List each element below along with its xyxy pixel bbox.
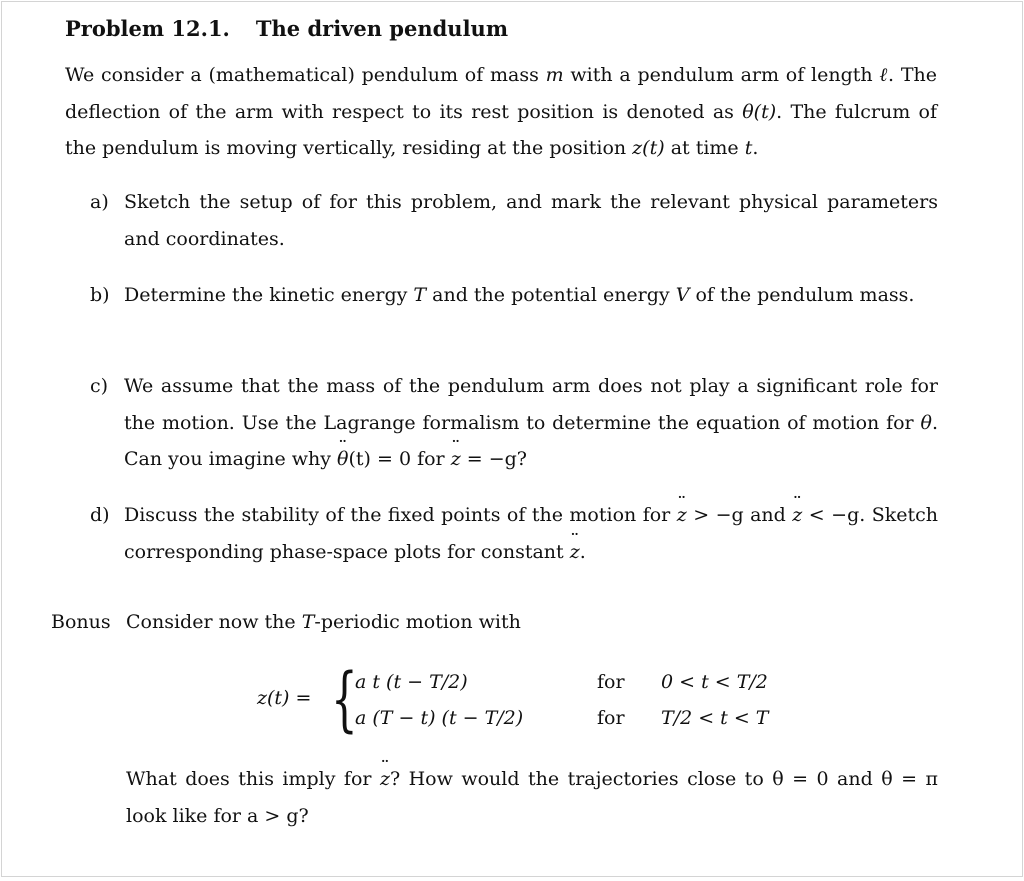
z-double-dot: z ¨	[792, 497, 802, 534]
theta-double-dot: θ ¨	[337, 441, 348, 478]
part-c	[90, 368, 938, 478]
problem-title: The driven pendulum	[255, 16, 509, 41]
intro-text: . The deflection of the arm with respect to its rest position is denoted as	[65, 64, 937, 123]
part-d-label: d)	[90, 504, 110, 526]
problem-heading	[65, 16, 508, 41]
part-a-text: Sketch the setup of for this problem, and mark the relevant physical parameters and coordinates.	[124, 191, 938, 250]
intro-text: at time	[664, 137, 745, 159]
part-d-text: Discuss the stability of the fixed points of the motion for z ¨ > −g and z ¨ < −g. Sketch corresponding phase-space plots for constant z ¨.	[124, 497, 938, 570]
z-double-dot: z ¨	[570, 534, 580, 571]
case-1-expression: a t (t − T/2)	[355, 671, 468, 693]
intro-text: .	[752, 137, 759, 159]
bonus	[51, 604, 941, 640]
part-c-text: We assume that the mass of the pendulum arm does not play a significant role for the motion. Use the Lagrange formalism to determine the equation of motion for θ. Can you imagine why θ ¨(t) = 0 for z ¨ = −g?	[124, 368, 938, 478]
mass-symbol: m	[545, 64, 564, 86]
intro-text: with a pendulum arm of length	[563, 64, 880, 86]
kinetic-energy-symbol: T	[413, 284, 427, 306]
problem-intro	[65, 57, 937, 167]
z-double-dot: z ¨	[677, 497, 687, 534]
z-double-dot: z ¨	[451, 441, 461, 478]
case-2-expression: a (T − t) (t − T/2)	[355, 707, 524, 729]
case-2-for: for	[597, 707, 625, 729]
bonus-text: Consider now the T-periodic motion with	[126, 611, 521, 633]
length-symbol: ℓ	[879, 64, 889, 86]
time-symbol: t	[744, 137, 753, 159]
intro-text: We consider a (mathematical) pendulum of mass	[65, 64, 546, 86]
z-of-t: z(t)	[632, 137, 665, 159]
part-a	[90, 184, 938, 257]
part-b-text: Determine the kinetic energy T and the potential energy V of the pendulum mass.	[124, 284, 915, 306]
part-c-label: c)	[90, 375, 109, 397]
case-2-condition: T/2 < t < T	[661, 707, 769, 729]
bonus-question: What does this imply for z ¨? How would the trajectories close to θ = 0 and θ = π look like for a > g?	[126, 761, 938, 834]
bonus-label: Bonus	[51, 611, 111, 633]
part-d	[90, 497, 938, 570]
case-1-for: for	[597, 671, 625, 693]
equation-lhs: z(t) =	[257, 687, 312, 709]
period-symbol: T	[301, 611, 315, 633]
theta-symbol: θ	[920, 411, 932, 434]
intro-text: . The fulcrum of the pendulum is moving vertically, residing at the position	[65, 100, 938, 159]
piecewise-equation	[257, 658, 817, 743]
part-b	[90, 277, 938, 314]
case-1-condition: 0 < t < T/2	[661, 671, 768, 693]
problem-page	[1, 1, 1023, 877]
potential-energy-symbol: V	[675, 284, 690, 306]
theta-of-t: θ(t)	[742, 100, 777, 123]
z-double-dot: z ¨	[380, 761, 390, 798]
part-b-label: b)	[90, 284, 110, 306]
part-a-label: a)	[90, 191, 109, 213]
problem-number: Problem 12.1.	[65, 16, 230, 41]
left-brace: {	[331, 658, 358, 740]
